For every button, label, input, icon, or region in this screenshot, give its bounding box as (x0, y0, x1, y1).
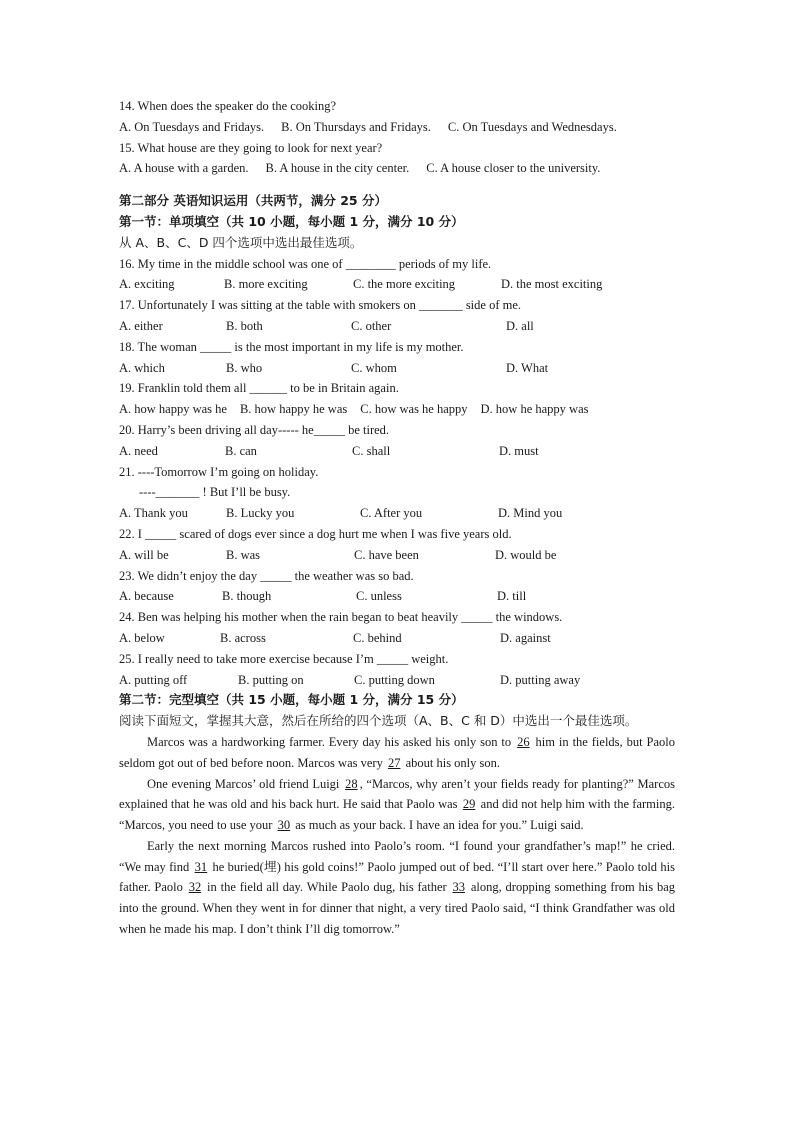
option-a: A. because (119, 589, 174, 604)
option-b: B. A house in the city center. (265, 161, 410, 176)
option-c: C. behind (353, 630, 402, 645)
question-24-options (119, 628, 675, 649)
blank-32: 32 (188, 880, 202, 895)
blank-31: 31 (194, 859, 208, 874)
exam-content (119, 96, 675, 940)
option-c: C. have been (354, 547, 419, 562)
passage-paragraph-1 (119, 732, 675, 774)
option-c: C. On Tuesdays and Wednesdays. (447, 119, 617, 134)
option-d: D. putting away (500, 672, 581, 687)
question-14: 14. When does the speaker do the cooking? (119, 99, 337, 113)
question-23: 23. We didn’t enjoy the day _____ the weather was so bad. (119, 568, 414, 583)
question-25: 25. I really need to take more exercise because I’m _____ weight. (119, 651, 449, 666)
option-b: B. more exciting (224, 277, 308, 292)
option-b: B. putting on (238, 672, 304, 687)
option-b: B. though (222, 589, 272, 604)
option-d: D. must (499, 443, 539, 458)
option-a: A. either (119, 318, 163, 333)
question-15-options (119, 158, 675, 179)
question-24: 24. Ben was helping his mother when the rain began to beat heavily _____ the windows. (119, 610, 563, 625)
blank-29: 29 (462, 797, 476, 812)
section2-title: 第二节：完型填空（共 15 小题，每小题 1 分，满分 15 分） (119, 692, 464, 708)
blank-28: 28 (345, 776, 358, 791)
passage-text: in the field all day. While Paolo dug, his father (203, 880, 451, 895)
option-c: C. other (351, 318, 392, 333)
blank-27: 27 (387, 755, 401, 770)
blank-26: 26 (517, 734, 530, 749)
blank-33: 33 (452, 880, 465, 895)
question-17: 17. Unfortunately I was sitting at the table with smokers on _______ side of me. (119, 298, 522, 313)
option-b: B. who (226, 360, 263, 375)
option-d: D. would be (495, 547, 557, 562)
question-25-options (119, 670, 675, 691)
option-d: D. all (506, 318, 534, 333)
option-d: D. till (497, 589, 527, 604)
option-d: D. Mind you (498, 506, 563, 521)
option-a: A. need (119, 443, 158, 458)
option-a: A. how happy was he (119, 402, 227, 417)
question-18: 18. The woman _____ is the most important in my life is my mother. (119, 339, 464, 354)
section1-instructions: 从 A、B、C、D 四个选项中选出最佳选项。 (119, 234, 363, 250)
option-c: C. putting down (354, 672, 435, 687)
option-c: C. shall (352, 443, 391, 458)
option-a: A. Thank you (119, 506, 188, 521)
option-a: A. A house with a garden. (119, 161, 249, 176)
section2-instructions: 阅读下面短文，掌握其大意，然后在所给的四个选项（A、B、C 和 D）中选出一个最佳选项。 (119, 713, 638, 729)
option-d: D. the most exciting (501, 277, 603, 292)
question-16-options (119, 274, 675, 295)
question-21-response: ----_______ ! But I’ll be busy. (139, 485, 291, 500)
option-d: D. What (506, 360, 549, 375)
option-b: B. can (225, 443, 257, 458)
option-b: B. On Thursdays and Fridays. (281, 119, 431, 134)
option-a: A. putting off (119, 672, 188, 687)
question-19: 19. Franklin told them all ______ to be in Britain again. (119, 381, 399, 396)
option-c: C. the more exciting (353, 277, 456, 292)
blank-30: 30 (277, 818, 291, 833)
passage-text: , “Marcos, why aren’t your fields ready for planting?” Marcos explained that he was old and his back hurt. He said that Paolo was (119, 776, 675, 812)
passage-paragraph-2 (119, 774, 675, 836)
passage-text: Early the next morning Marcos rushed into Paolo’s room. “I found your grandfather’s map!” he cried. “We may find (119, 838, 675, 874)
option-c: C. A house closer to the university. (426, 161, 601, 176)
question-23-options (119, 586, 675, 607)
section1-title: 第一节：单项填空（共 10 小题，每小题 1 分，满分 10 分） (119, 213, 464, 229)
question-19-options (119, 399, 675, 420)
passage-text: along, dropping something from his bag into the ground. When they went in for dinner that night, a very tired Paolo said, “I think Grandfather was old when he made his map. I don’t think I’ll dig tomorrow.” (119, 880, 675, 937)
question-16: 16. My time in the middle school was one of ________ periods of my life. (119, 256, 492, 271)
question-17-options (119, 316, 675, 337)
passage-text: Marcos was a hardworking farmer. Every day his asked his only son to (147, 734, 516, 749)
question-21: 21. ----Tomorrow I’m going on holiday. (119, 464, 319, 479)
option-b: B. was (226, 547, 261, 562)
option-c: C. unless (356, 589, 402, 604)
passage-text: and did not help him with the farming. “Marcos, you need to use your (119, 797, 675, 833)
option-a: A. below (119, 630, 165, 645)
passage-text: about his only son. (402, 755, 501, 770)
option-b: B. how happy he was (239, 402, 348, 417)
question-22-options (119, 545, 675, 566)
option-c: C. whom (351, 360, 397, 375)
option-c: C. how was he happy (360, 402, 468, 417)
option-c: C. After you (360, 506, 423, 521)
option-b: B. Lucky you (226, 506, 295, 521)
option-d: D. how he happy was (480, 402, 589, 417)
option-a: A. On Tuesdays and Fridays. (119, 119, 265, 134)
question-22: 22. I _____ scared of dogs ever since a dog hurt me when I was five years old. (119, 526, 512, 541)
option-a: A. will be (119, 547, 169, 562)
option-a: A. which (119, 360, 165, 375)
question-21-options (119, 503, 675, 524)
question-20-options (119, 441, 675, 462)
question-15: 15. What house are they going to look for next year? (119, 140, 383, 155)
part2-title: 第二部分 英语知识运用（共两节，满分 25 分） (119, 193, 387, 209)
option-a: A. exciting (119, 277, 175, 292)
question-20: 20. Harry’s been driving all day----- he_____ be tired. (119, 422, 390, 437)
option-d: D. against (500, 630, 551, 645)
passage-text: One evening Marcos’ old friend Luigi (147, 776, 344, 791)
passage-text: as much as your back. I have an idea for you.” Luigi said. (292, 818, 584, 833)
option-b: B. both (226, 318, 263, 333)
passage-text: he buried(埋) his gold coins!” Paolo jumped out of bed. “I’ll start over here.” Paolo told his father. Paolo (119, 859, 675, 895)
option-b: B. across (220, 630, 266, 645)
question-14-options (119, 117, 675, 138)
question-18-options (119, 358, 675, 379)
spacer (119, 179, 675, 191)
passage-paragraph-3 (119, 836, 675, 940)
passage-text: him in the fields, but Paolo seldom got out of bed before noon. Marcos was very (119, 734, 675, 770)
